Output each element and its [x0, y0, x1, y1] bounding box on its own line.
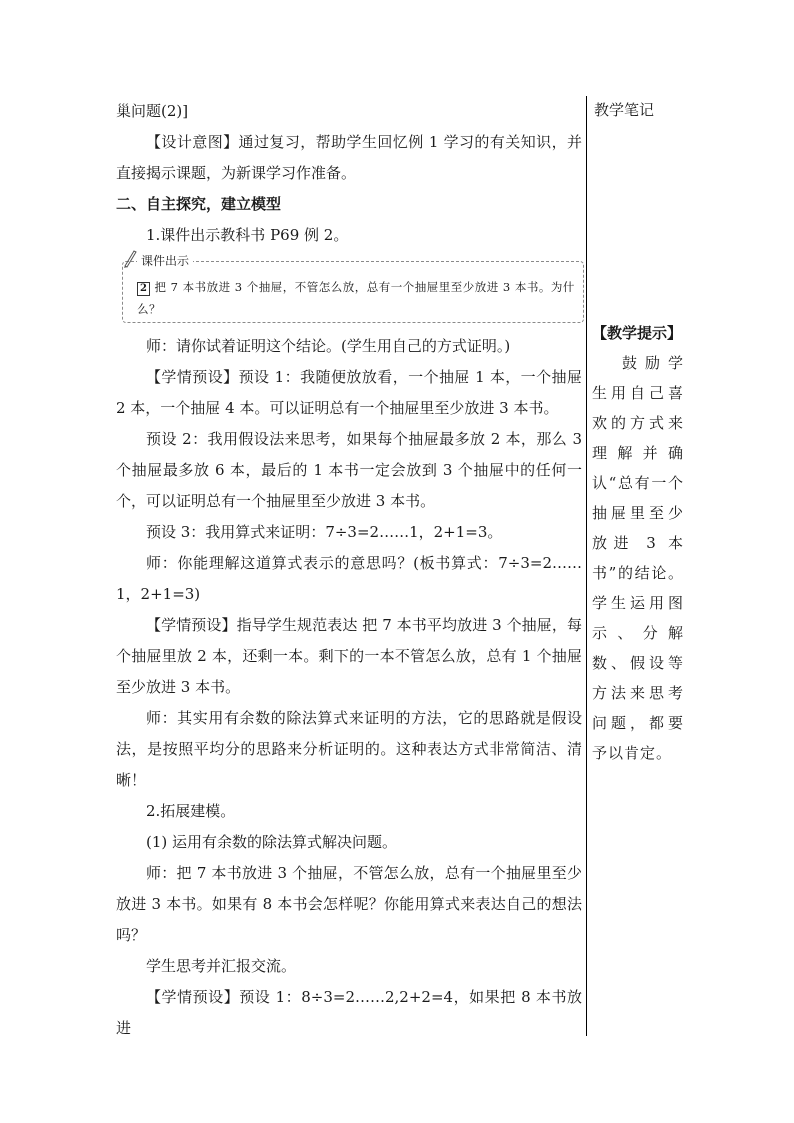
step-2-paragraph: 2.拓展建模。 — [146, 802, 236, 820]
teacher-prompt-4: 师：把 7 本书放进 3 个抽屉，不管怎么放，总有一个抽屉里至少放进 3 本书。如果有 8 本书会怎样呢？你能用算式来表达自己的想法吗？ — [116, 864, 582, 944]
teaching-notes-title: 教学笔记 — [594, 101, 655, 119]
courseware-text-block — [137, 276, 577, 320]
pencil-icon — [123, 248, 137, 268]
courseware-box — [122, 254, 584, 323]
teaching-tip-text: 鼓励学生用自己喜欢的方式来理解并确认“总有一个抽屉里至少放进 3 本书”的结论。学生运用图示、分解数、假设等方法来思考问题，都要予以肯定。 — [592, 354, 684, 762]
example-number-badge: 2 — [137, 282, 150, 296]
column-divider — [586, 96, 587, 1036]
sub-step-1: (1) 运用有余数的除法算式解决问题。 — [146, 833, 398, 851]
teaching-tip-heading: 【教学提示】 — [592, 324, 683, 342]
design-intent-paragraph: 【设计意图】通过复习，帮助学生回忆例 1 学习的有关知识，并直接揭示课题，为新课学习作准备。 — [116, 133, 582, 182]
section-heading: 二、自主探究，建立模型 — [116, 195, 282, 213]
teacher-prompt-3: 师：其实用有余数的除法算式来证明的方法，它的思路就是假设法，是按照平均分的思路来分析证明的。这种表达方式非常简洁、清晰！ — [116, 709, 582, 789]
student-activity: 学生思考并汇报交流。 — [146, 957, 297, 975]
courseware-text: 把 7 本书放进 3 个抽屉，不管怎么放，总有一个抽屉里至少放进 3 本书。为什么？ — [137, 280, 575, 316]
student-preset-5: 【学情预设】预设 1：8÷3=2……2,2+2=4，如果把 8 本书放进 — [116, 988, 582, 1037]
student-preset-3: 预设 3：我用算式来证明：7÷3=2……1，2+1=3。 — [146, 523, 503, 541]
step-1-paragraph: 1.课件出示教科书 P69 例 2。 — [146, 226, 349, 244]
student-preset-2: 预设 2：我用假设法来思考，如果每个抽屉最多放 2 本，那么 3 个抽屉最多放 6 本，最后的 1 本书一定会放到 3 个抽屉中的任何一个，可以证明总有一个抽屉里至少放进 3 本书。 — [116, 430, 582, 510]
student-preset-4: 【学情预设】指导学生规范表达 把 7 本书平均放进 3 个抽屉，每个抽屉里放 2 本，还剩一本。剩下的一本不管怎么放，总有 1 个抽屉至少放进 3 本书。 — [116, 616, 582, 696]
student-preset-1: 【学情预设】预设 1：我随便放放看，一个抽屉 1 本，一个抽屉 2 本，一个抽屉 4 本。可以证明总有一个抽屉里至少放进 3 本书。 — [116, 368, 582, 417]
main-content — [116, 96, 582, 1044]
teacher-prompt-1: 师：请你试着证明这个结论。(学生用自己的方式证明。) — [146, 337, 511, 355]
continued-title-line: 巢问题(2)] — [116, 102, 189, 120]
teacher-prompt-2: 师：你能理解这道算式表示的意思吗？(板书算式：7÷3=2……1，2+1=3) — [116, 554, 582, 603]
courseware-tag: 课件出示 — [137, 253, 193, 269]
teaching-tip — [592, 318, 684, 768]
